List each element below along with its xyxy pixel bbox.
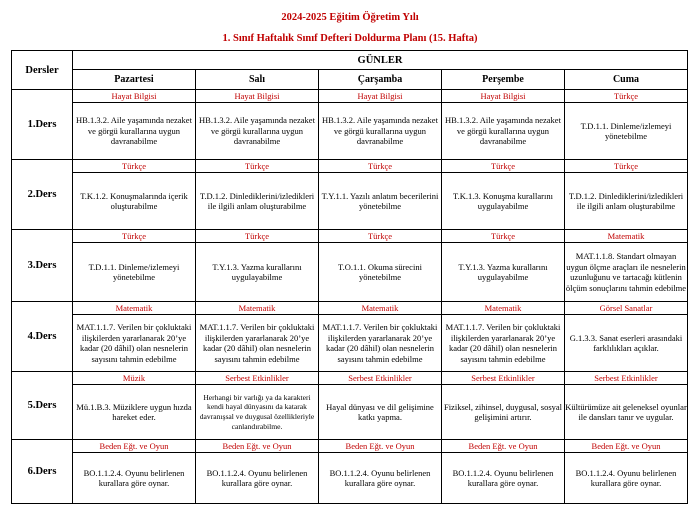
lesson-label-1: 1.Ders	[12, 90, 73, 160]
day-header-monday: Pazartesi	[73, 70, 196, 90]
day-header-friday: Cuma	[565, 70, 688, 90]
objective-text: BO.1.1.2.4. Oyunu belirlenen kurallara göre oynar.	[565, 453, 688, 504]
subject-label: Türkçe	[565, 90, 688, 103]
objective-text: T.Y.1.3. Yazma kurallarını uygulayabilme	[442, 243, 565, 302]
gunler-header: GÜNLER	[73, 51, 688, 70]
objective-text: Kültürümüze ait geleneksel oyunlar ile dansları tanır ve uygular.	[565, 385, 688, 440]
objective-text: MAT.1.1.7. Verilen bir çokluktaki ilişkilerden yararlanarak 20’ye kadar (20 dâhil) olan nesnelerin sayısını tahmin edebilme	[442, 315, 565, 372]
subject-label: Matematik	[73, 302, 196, 315]
subject-label: Türkçe	[319, 160, 442, 173]
subject-label: Türkçe	[73, 160, 196, 173]
objective-text: MAT.1.1.7. Verilen bir çokluktaki ilişkilerden yararlanarak 20’ye kadar (20 dâhil) olan nesnelerin sayısını tahmin edebilme	[196, 315, 319, 372]
subject-label: Serbest Etkinlikler	[196, 372, 319, 385]
objective-text: T.D.1.2. Dinlediklerini/izledikleri ile ilgili anlam oluşturabilme	[565, 173, 688, 230]
subject-label: Hayat Bilgisi	[442, 90, 565, 103]
objective-text: HB.1.3.2. Aile yaşamında nezaket ve görgü kurallarına uygun davranabilme	[442, 103, 565, 160]
subject-label: Türkçe	[73, 230, 196, 243]
objective-text: BO.1.1.2.4. Oyunu belirlenen kurallara göre oynar.	[73, 453, 196, 504]
day-header-wednesday: Çarşamba	[319, 70, 442, 90]
objective-text: MAT.1.1.8. Standart olmayan uygun ölçme araçları ile nesnelerin uzunluğunu ve tartacağı kütlenin ölçüm sonuçlarını tahmin edebilme	[565, 243, 688, 302]
lesson-label-5: 5.Ders	[12, 372, 73, 440]
subject-label: Görsel Sanatlar	[565, 302, 688, 315]
objective-text: Mü.1.B.3. Müziklere uygun hızda hareket eder.	[73, 385, 196, 440]
subject-label: Türkçe	[196, 230, 319, 243]
subject-label: Beden Eğt. ve Oyun	[73, 440, 196, 453]
document-subtitle: 1. Sınıf Haftalık Sınıf Defteri Doldurma Planı (15. Hafta)	[222, 33, 478, 44]
subject-label: Türkçe	[442, 160, 565, 173]
objective-text: MAT.1.1.7. Verilen bir çokluktaki ilişkilerden yararlanarak 20’ye kadar (20 dâhil) olan nesnelerin sayısını tahmin edebilme	[319, 315, 442, 372]
objective-text: BO.1.1.2.4. Oyunu belirlenen kurallara göre oynar.	[319, 453, 442, 504]
objective-text: T.O.1.1. Okuma sürecini yönetebilme	[319, 243, 442, 302]
subject-label: Hayat Bilgisi	[196, 90, 319, 103]
lesson-label-3: 3.Ders	[12, 230, 73, 302]
subject-label: Hayat Bilgisi	[73, 90, 196, 103]
objective-text: MAT.1.1.7. Verilen bir çokluktaki ilişkilerden yararlanarak 20’ye kadar (20 dâhil) olan nesnelerin sayısını tahmin edebilme	[73, 315, 196, 372]
lesson-label-4: 4.Ders	[12, 302, 73, 372]
subject-label: Serbest Etkinlikler	[319, 372, 442, 385]
objective-text: BO.1.1.2.4. Oyunu belirlenen kurallara göre oynar.	[442, 453, 565, 504]
subject-label: Türkçe	[442, 230, 565, 243]
objective-text: HB.1.3.2. Aile yaşamında nezaket ve görgü kurallarına uygun davranabilme	[73, 103, 196, 160]
objective-text: Herhangi bir varlığı ya da karakteri kendi hayal dünyasını da katarak davranışsal ve duygusal özellikleriyle canlandırabilme.	[196, 385, 319, 440]
objective-text: BO.1.1.2.4. Oyunu belirlenen kurallara göre oynar.	[196, 453, 319, 504]
objective-text: T.D.1.1. Dinleme/izlemeyi yönetebilme	[565, 103, 688, 160]
objective-text: T.D.1.2. Dinlediklerini/izledikleri ile ilgili anlam oluşturabilme	[196, 173, 319, 230]
weekly-plan-table	[11, 50, 688, 504]
subject-label: Türkçe	[565, 160, 688, 173]
objective-text: Fiziksel, zihinsel, duygusal, sosyal gelişimini artırır.	[442, 385, 565, 440]
subject-label: Matematik	[442, 302, 565, 315]
subject-label: Türkçe	[196, 160, 319, 173]
objective-text: HB.1.3.2. Aile yaşamında nezaket ve görgü kurallarına uygun davranabilme	[319, 103, 442, 160]
day-header-tuesday: Salı	[196, 70, 319, 90]
dersler-header: Dersler	[12, 51, 73, 90]
document-title: 2024-2025 Eğitim Öğretim Yılı	[281, 12, 419, 23]
objective-text: T.K.1.3. Konuşma kurallarını uygulayabilme	[442, 173, 565, 230]
subject-label: Beden Eğt. ve Oyun	[196, 440, 319, 453]
subject-label: Matematik	[319, 302, 442, 315]
objective-text: T.Y.1.1. Yazılı anlatım becerilerini yönetebilme	[319, 173, 442, 230]
subject-label: Müzik	[73, 372, 196, 385]
subject-label: Beden Eğt. ve Oyun	[442, 440, 565, 453]
objective-text: T.K.1.2. Konuşmalarında içerik oluşturabilme	[73, 173, 196, 230]
objective-text: G.1.3.3. Sanat eserleri arasındaki farklılıkları açıklar.	[565, 315, 688, 372]
subject-label: Matematik	[196, 302, 319, 315]
objective-text: Hayal dünyası ve dil gelişimine katkı yapma.	[319, 385, 442, 440]
day-header-thursday: Perşembe	[442, 70, 565, 90]
subject-label: Matematik	[565, 230, 688, 243]
subject-label: Beden Eğt. ve Oyun	[319, 440, 442, 453]
subject-label: Beden Eğt. ve Oyun	[565, 440, 688, 453]
subject-label: Hayat Bilgisi	[319, 90, 442, 103]
subject-label: Türkçe	[319, 230, 442, 243]
objective-text: T.D.1.1. Dinleme/izlemeyi yönetebilme	[73, 243, 196, 302]
lesson-label-2: 2.Ders	[12, 160, 73, 230]
objective-text: T.Y.1.3. Yazma kurallarını uygulayabilme	[196, 243, 319, 302]
objective-text: HB.1.3.2. Aile yaşamında nezaket ve görgü kurallarına uygun davranabilme	[196, 103, 319, 160]
subject-label: Serbest Etkinlikler	[565, 372, 688, 385]
lesson-label-6: 6.Ders	[12, 440, 73, 504]
subject-label: Serbest Etkinlikler	[442, 372, 565, 385]
